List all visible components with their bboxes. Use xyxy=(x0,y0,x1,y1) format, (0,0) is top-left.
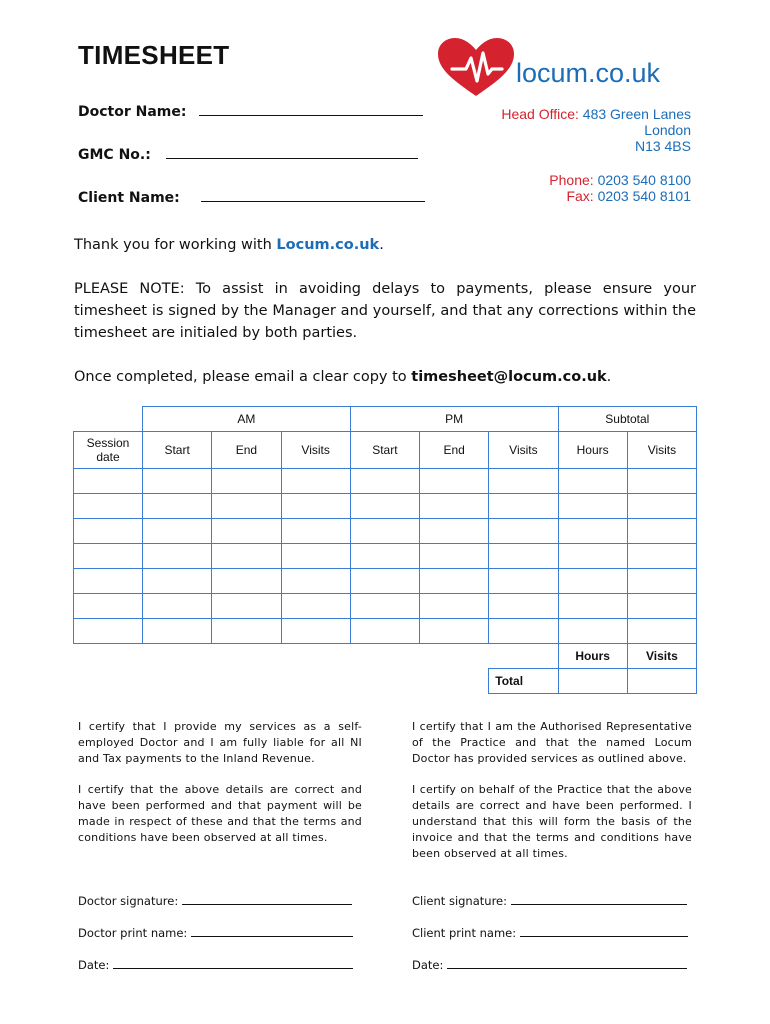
totals-header-row xyxy=(74,644,697,669)
entry-cell[interactable] xyxy=(558,544,627,569)
locum-logo xyxy=(436,36,701,100)
entry-cell[interactable] xyxy=(558,469,627,494)
total-visits-header: Visits xyxy=(627,644,696,669)
client-signature-label: Client signature: xyxy=(412,894,507,908)
entry-cell[interactable] xyxy=(143,544,212,569)
entry-cell[interactable] xyxy=(489,619,558,644)
office-address-line2: London xyxy=(644,122,691,138)
gmc-no-label: GMC No.: xyxy=(78,147,151,163)
entry-cell[interactable] xyxy=(489,494,558,519)
gmc-no-field[interactable] xyxy=(78,146,418,163)
entry-cell[interactable] xyxy=(420,519,489,544)
doctor-print-name-line[interactable] xyxy=(191,926,353,937)
entry-cell[interactable] xyxy=(558,519,627,544)
subtotal-group-header: Subtotal xyxy=(558,407,697,432)
timesheet-table xyxy=(73,406,697,694)
entry-cell[interactable] xyxy=(281,619,350,644)
entry-cell[interactable] xyxy=(281,594,350,619)
entry-cell[interactable] xyxy=(281,544,350,569)
entry-cell[interactable] xyxy=(74,494,143,519)
doctor-name-line[interactable] xyxy=(199,103,423,116)
doctor-date-line[interactable] xyxy=(113,958,353,969)
entry-cell[interactable] xyxy=(489,519,558,544)
heart-icon xyxy=(438,38,514,96)
brand-link: Locum.co.uk xyxy=(276,237,380,253)
entry-cell[interactable] xyxy=(212,619,281,644)
entry-cell[interactable] xyxy=(627,469,696,494)
am-visits-header: Visits xyxy=(281,432,350,469)
entry-cell[interactable] xyxy=(281,494,350,519)
entry-cell[interactable] xyxy=(627,494,696,519)
pm-end-header: End xyxy=(420,432,489,469)
doctor-date-label: Date: xyxy=(78,958,110,972)
entry-cell[interactable] xyxy=(212,469,281,494)
table-row xyxy=(74,494,697,519)
email-instruction: Once completed, please email a clear copy to timesheet@locum.co.uk. xyxy=(74,369,612,385)
totals-row xyxy=(74,669,697,694)
entry-cell[interactable] xyxy=(350,544,419,569)
table-row xyxy=(74,469,697,494)
entry-cell[interactable] xyxy=(489,569,558,594)
total-visits-cell[interactable] xyxy=(627,669,696,694)
entry-cell[interactable] xyxy=(627,619,696,644)
doctor-date-field[interactable] xyxy=(78,958,353,972)
client-name-label: Client Name: xyxy=(78,190,180,206)
total-hours-header: Hours xyxy=(558,644,627,669)
gmc-no-line[interactable] xyxy=(166,146,418,159)
entry-cell[interactable] xyxy=(350,594,419,619)
table-row xyxy=(74,519,697,544)
entry-cell[interactable] xyxy=(74,469,143,494)
am-end-header: End xyxy=(212,432,281,469)
client-certification-1: I certify that I am the Authorised Representative of the Practice and that the named Locum Doctor has provided services as outlined above. xyxy=(412,720,692,765)
client-print-name-field[interactable] xyxy=(412,926,688,940)
entry-cell[interactable] xyxy=(281,519,350,544)
am-group-header: AM xyxy=(143,407,351,432)
pm-start-header: Start xyxy=(350,432,419,469)
doctor-signature-line[interactable] xyxy=(182,894,352,905)
email-address: timesheet@locum.co.uk xyxy=(411,369,607,385)
client-print-name-label: Client print name: xyxy=(412,926,517,940)
entry-cell[interactable] xyxy=(420,569,489,594)
client-print-name-line[interactable] xyxy=(520,926,688,937)
entry-cell[interactable] xyxy=(212,594,281,619)
logo-text: locum.co.uk xyxy=(516,58,661,88)
entry-cell[interactable] xyxy=(350,569,419,594)
entry-cell[interactable] xyxy=(212,544,281,569)
total-label: Total xyxy=(489,669,558,694)
entry-cell[interactable] xyxy=(74,619,143,644)
pm-visits-header: Visits xyxy=(489,432,558,469)
doctor-name-label: Doctor Name: xyxy=(78,104,187,120)
office-postcode: N13 4BS xyxy=(634,138,691,154)
please-note-paragraph: PLEASE NOTE: To assist in avoiding delays to payments, please ensure your timesheet is signed by the Manager and yourself, and that any corrections within the timesheet are initialed by both parties. xyxy=(74,281,696,341)
session-date-header: Session date xyxy=(74,432,143,469)
entry-cell[interactable] xyxy=(281,569,350,594)
entry-cell[interactable] xyxy=(143,494,212,519)
entry-cell[interactable] xyxy=(74,544,143,569)
doctor-signature-field[interactable] xyxy=(78,894,352,908)
thanks-line: Thank you for working with Locum.co.uk. xyxy=(74,237,384,253)
entry-cell[interactable] xyxy=(420,494,489,519)
entry-cell[interactable] xyxy=(281,469,350,494)
entry-cell[interactable] xyxy=(143,619,212,644)
entry-cell[interactable] xyxy=(350,619,419,644)
doctor-name-field[interactable] xyxy=(78,103,423,120)
entry-cell[interactable] xyxy=(558,569,627,594)
entry-cell[interactable] xyxy=(420,619,489,644)
entry-cell[interactable] xyxy=(420,594,489,619)
entry-cell[interactable] xyxy=(74,519,143,544)
client-date-line[interactable] xyxy=(447,958,687,969)
entry-cell[interactable] xyxy=(350,494,419,519)
hours-header: Hours xyxy=(558,432,627,469)
entry-cell[interactable] xyxy=(420,544,489,569)
client-certification-2: I certify on behalf of the Practice that the above details are correct and have been performed. I understand that this will form the basis of the invoice and that the terms and conditions have been observed at all times. xyxy=(412,783,692,860)
head-office-label: Head Office: xyxy=(501,106,579,122)
am-start-header: Start xyxy=(143,432,212,469)
table-row xyxy=(74,594,697,619)
doctor-signature-label: Doctor signature: xyxy=(78,894,179,908)
client-signature-field[interactable] xyxy=(412,894,687,908)
entry-cell[interactable] xyxy=(489,469,558,494)
visits-header: Visits xyxy=(627,432,696,469)
table-group-header-row xyxy=(74,407,697,432)
entry-cell[interactable] xyxy=(74,594,143,619)
table-row xyxy=(74,569,697,594)
entry-cell[interactable] xyxy=(74,569,143,594)
entry-cell[interactable] xyxy=(627,544,696,569)
doctor-certification-2: I certify that the above details are correct and have been performed and that payment will be made in respect of these and that the terms and conditions have been observed at all times. xyxy=(78,783,362,844)
entry-cell[interactable] xyxy=(489,594,558,619)
entry-cell[interactable] xyxy=(350,469,419,494)
entry-cell[interactable] xyxy=(558,619,627,644)
entry-cell[interactable] xyxy=(143,519,212,544)
entry-cell[interactable] xyxy=(420,469,489,494)
client-date-field[interactable] xyxy=(412,958,687,972)
entry-cell[interactable] xyxy=(627,569,696,594)
entry-cell[interactable] xyxy=(627,519,696,544)
contact-block xyxy=(549,172,691,204)
phone-label: Phone: xyxy=(549,172,594,188)
total-hours-cell[interactable] xyxy=(558,669,627,694)
table-column-header-row xyxy=(74,432,697,469)
entry-cell[interactable] xyxy=(143,569,212,594)
entry-cell[interactable] xyxy=(558,494,627,519)
office-address-line1: 483 Green Lanes xyxy=(582,106,691,122)
entry-cell[interactable] xyxy=(350,519,419,544)
table-row xyxy=(74,544,697,569)
entry-cell[interactable] xyxy=(143,469,212,494)
page-title: TIMESHEET xyxy=(78,40,230,70)
doctor-certification-1: I certify that I provide my services as a self-employed Doctor and I am fully liable for all NI and Tax payments to the Inland Revenue. xyxy=(78,720,362,765)
fax-label: Fax: xyxy=(566,188,594,204)
entry-cell[interactable] xyxy=(558,594,627,619)
entry-cell[interactable] xyxy=(143,594,212,619)
entry-cell[interactable] xyxy=(212,519,281,544)
client-date-label: Date: xyxy=(412,958,444,972)
client-name-line[interactable] xyxy=(201,189,425,202)
entry-cell[interactable] xyxy=(212,569,281,594)
entry-cell[interactable] xyxy=(627,594,696,619)
entry-cell[interactable] xyxy=(489,544,558,569)
doctor-print-name-field[interactable] xyxy=(78,926,353,940)
pm-group-header: PM xyxy=(350,407,558,432)
client-signature-line[interactable] xyxy=(511,894,687,905)
doctor-print-name-label: Doctor print name: xyxy=(78,926,188,940)
client-name-field[interactable] xyxy=(78,189,425,206)
head-office-block xyxy=(501,106,691,154)
entry-cell[interactable] xyxy=(212,494,281,519)
fax-number: 0203 540 8101 xyxy=(597,188,691,204)
table-row xyxy=(74,619,697,644)
phone-number: 0203 540 8100 xyxy=(597,172,691,188)
